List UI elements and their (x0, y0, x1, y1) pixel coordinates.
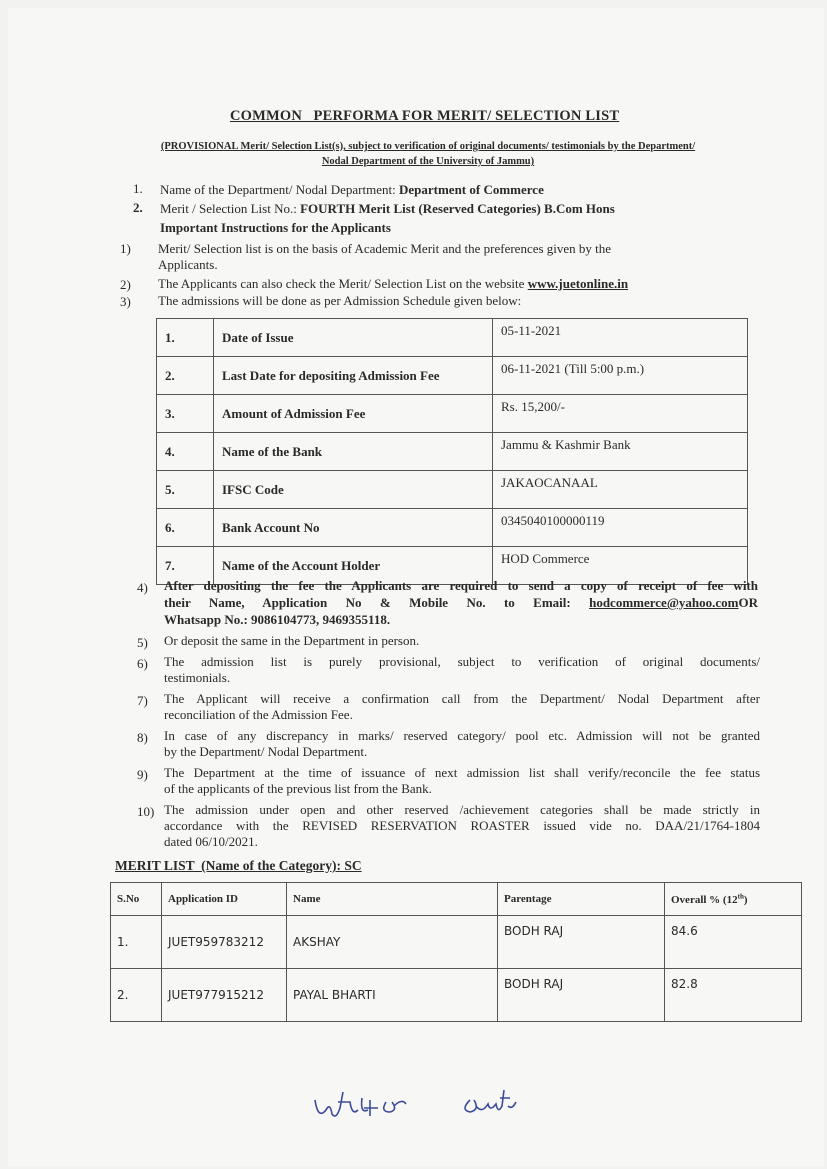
merit-list-no-value: FOURTH Merit List (Reserved Categories) B.Com Hons (300, 201, 615, 216)
schedule-no: 5. (157, 471, 214, 509)
schedule-label: IFSC Code (214, 471, 493, 509)
cell-application-id: JUET959783212 (162, 916, 287, 969)
item-1-number: 1. (133, 181, 143, 196)
department-label: Name of the Department/ Nodal Department: (160, 182, 399, 197)
table-row (111, 969, 802, 1022)
instruction-number: 7) (137, 693, 148, 708)
instruction-text-line: by the Department/ Nodal Department. (164, 744, 368, 759)
header-overall (665, 883, 802, 916)
schedule-no: 4. (157, 433, 214, 471)
instruction-4-line-2b: OR (738, 595, 758, 610)
schedule-row (157, 395, 748, 433)
schedule-label: Amount of Admission Fee (214, 395, 493, 433)
instructions-heading: Important Instructions for the Applicants (160, 220, 391, 235)
page-title: COMMON PERFORMA FOR MERIT/ SELECTION LIST (230, 108, 620, 124)
instruction-3-text: The admissions will be done as per Admission Schedule given below: (158, 293, 522, 308)
instruction-text-line: reconciliation of the Admission Fee. (164, 707, 353, 722)
schedule-row (157, 509, 748, 547)
cell-parentage: BODH RAJ (498, 969, 665, 1022)
instruction-text-line: accordance with the REVISED RESERVATION ROASTER issued vide no. DAA/21/1764-1804 (164, 818, 760, 833)
header-application-id: Application ID (162, 883, 287, 916)
instruction-text-line: The admission under open and other reserved /achievement categories shall be made strictly in (164, 802, 760, 817)
schedule-row (157, 433, 748, 471)
subtitle-line-2: Nodal Department of the University of Jammu) (321, 156, 535, 167)
cell-application-id: JUET977915212 (162, 969, 287, 1022)
instruction-2-line (158, 276, 628, 292)
schedule-value: Jammu & Kashmir Bank (493, 433, 748, 471)
subtitle-line-1: (PROVISIONAL Merit/ Selection List(s), subject to verification of original documents/ testimonials by the Department/ (160, 141, 696, 152)
instruction-4-line-2a: their Name, Application No & Mobile No. to Email: (164, 595, 590, 610)
instruction-4-line-2 (164, 594, 758, 611)
instruction-number: 6) (137, 656, 148, 671)
instruction-number: 10) (137, 804, 155, 819)
department-line (160, 182, 544, 198)
header-sno: S.No (111, 883, 162, 916)
merit-header-row (111, 883, 802, 916)
schedule-no: 1. (157, 319, 214, 357)
instruction-text-line: The Department at the time of issuance of next admission list shall verify/reconcile the fee status (164, 765, 760, 780)
schedule-label: Name of the Bank (214, 433, 493, 471)
schedule-value: JAKAOCANAAL (493, 471, 748, 509)
instruction-text-line: dated 06/10/2021. (164, 834, 258, 849)
instruction-1-text-cont: Applicants. (158, 257, 218, 272)
schedule-no: 7. (157, 547, 214, 585)
schedule-row (157, 471, 748, 509)
instruction-1-text: Merit/ Selection list is on the basis of Academic Merit and the preferences given by the (158, 241, 612, 256)
schedule-label: Last Date for depositing Admission Fee (214, 357, 493, 395)
instruction-2-number: 2) (120, 277, 131, 292)
department-value: Department of Commerce (398, 182, 544, 197)
handwritten-signature (310, 1080, 570, 1130)
schedule-label: Bank Account No (214, 509, 493, 547)
cell-name: AKSHAY (287, 916, 498, 969)
schedule-no: 3. (157, 395, 214, 433)
merit-list-no-line (160, 201, 615, 217)
header-name: Name (287, 883, 498, 916)
header-overall-text: Overall % (12th) (671, 892, 748, 906)
merit-list-no-label: Merit / Selection List No.: (160, 201, 301, 216)
instruction-text-line: The admission list is purely provisional, subject to verification of original documents/ (164, 654, 760, 669)
schedule-value: 06-11-2021 (Till 5:00 p.m.) (493, 357, 748, 395)
cell-parentage: BODH RAJ (498, 916, 665, 969)
schedule-row (157, 319, 748, 357)
schedule-label: Name of the Account Holder (214, 547, 493, 585)
cell-name: PAYAL BHARTI (287, 969, 498, 1022)
instruction-4-number: 4) (137, 580, 148, 595)
instruction-4-text (164, 577, 758, 628)
item-2-number: 2. (133, 200, 143, 215)
admission-schedule-table (156, 318, 748, 585)
schedule-value: Rs. 15,200/- (493, 395, 748, 433)
cell-overall: 84.6 (665, 916, 802, 969)
schedule-value: HOD Commerce (493, 547, 748, 585)
merit-list-table (110, 882, 802, 1022)
schedule-label: Date of Issue (214, 319, 493, 357)
cell-sno: 1. (111, 916, 162, 969)
schedule-no: 2. (157, 357, 214, 395)
schedule-value: 05-11-2021 (493, 319, 748, 357)
instruction-4-line-3: Whatsapp No.: 9086104773, 9469355118. (164, 612, 391, 627)
merit-list-title: MERIT LIST (Name of the Category): SC (115, 858, 362, 873)
instruction-text-line: of the applicants of the previous list from the Bank. (164, 781, 432, 796)
email-link[interactable]: hodcommerce@yahoo.com (589, 595, 739, 610)
schedule-row (157, 357, 748, 395)
instruction-text-line: In case of any discrepancy in marks/ reserved category/ pool etc. Admission will not be granted (164, 728, 760, 743)
website-link[interactable]: www.juetonline.in (527, 276, 629, 291)
instruction-4-line-1: After depositing the fee the Applicants are required to send a copy of receipt of fee with (164, 578, 758, 593)
page-subtitle (118, 139, 738, 169)
instruction-text-line: The Applicant will receive a confirmation call from the Department/ Nodal Department after (164, 691, 760, 706)
instruction-1-number: 1) (120, 241, 131, 256)
instruction-number: 5) (137, 635, 148, 650)
schedule-no: 6. (157, 509, 214, 547)
header-parentage: Parentage (498, 883, 665, 916)
instruction-text-line: testimonials. (164, 670, 231, 685)
instruction-2-text: The Applicants can also check the Merit/ Selection List on the website (158, 276, 528, 291)
instruction-number: 9) (137, 767, 148, 782)
instruction-text-line: Or deposit the same in the Department in person. (164, 633, 420, 648)
schedule-value: 0345040100000119 (493, 509, 748, 547)
table-row (111, 916, 802, 969)
instruction-number: 8) (137, 730, 148, 745)
cell-sno: 2. (111, 969, 162, 1022)
instruction-3-number: 3) (120, 294, 131, 309)
cell-overall: 82.8 (665, 969, 802, 1022)
